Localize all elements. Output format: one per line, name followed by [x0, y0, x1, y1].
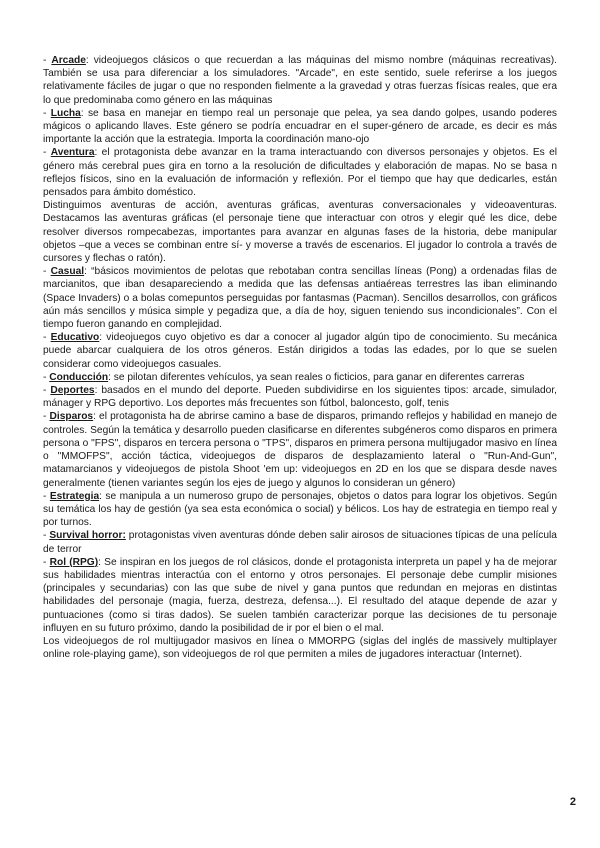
paragraph-mmorpg: Los videojuegos de rol multijugador masivos en línea o MMORPG (siglas del inglés de massively multiplayer online role-playing game), son videojuegos de rol que permiten a miles de jugadores interactuar (Internet).: [43, 635, 557, 661]
term-arcade: Arcade: [51, 55, 86, 66]
paragraph-aventura: - Aventura: el protagonista debe avanzar en la trama interactuando con diversos personajes y objetos. Es el género más cerebral pues gira en torno a la resolución de dificultades y elaboración de mapas. No se basa n reflejos físicos, sino en la evaluación de información y reflexión. Por el tiempo que hay que dedicarles, están pensados para ámbito doméstico.: [43, 147, 557, 199]
term-conduccion: Conducción: [49, 371, 109, 383]
term-deportes: Deportes: [50, 385, 95, 397]
page-number: 2: [569, 796, 576, 808]
term-casual: Casual: [50, 266, 85, 278]
document-body: [43, 54, 557, 661]
paragraph-conduccion: - Conducción: se pilotan diferentes vehículos, ya sean reales o ficticios, para ganar en diferentes carreras: [43, 371, 525, 383]
term-aventura: Aventura: [50, 147, 95, 159]
paragraph-lucha: - Lucha: se basa en manejar en tiempo real un personaje que pelea, ya sea dando golpes, usando poderes mágicos o aplicando llaves. Este género se podría encuadrar en el super-género de arcade, es decir es más importante la acción que la estrategia. Importa la coordinación mano-ojo: [43, 107, 557, 146]
paragraph-educativo: - Educativo: videojuegos cuyo objetivo es dar a conocer al jugador algún tipo de conocimiento. Su mecánica puede abarcar cualquiera de los otros géneros. Están dirigidos a todas las edades, por lo que se suelen considerar como videojuegos casuales.: [43, 332, 557, 370]
term-estrategia: Estrategia: [49, 490, 100, 502]
paragraph-casual: - Casual: “básicos movimientos de pelotas que rebotaban contra sencillas líneas (Pong) a ordenadas filas de marcianitos, que iban desapareciendo a medida que las defensas antiaéreas terrestres las iban eliminando (Space Invaders) o a bolas comepuntos perseguidas por fantasmas (Pacman). Sencillos desarrollos, con gráficos aún más sencillos y música simple y pegadiza que, a día de hoy, siguen teniendo sus incondicionales”. Con el tiempo fueron ganando en complejidad.: [43, 266, 557, 331]
term-rol: Rol (RPG): [49, 556, 99, 568]
paragraph-deportes: - Deportes: basados en el mundo del deporte. Pueden subdividirse en los siguientes tipos: arcade, simulador, mánager y RPG deportivo. Los deportes más frecuentes son fútbol, baloncesto, golf, tenis: [43, 385, 557, 410]
paragraph-arcade: - Arcade: videojuegos clásicos o que recuerdan a las máquinas del mismo nombre (máquinas recreativas). También se usa para diferenciar a los simuladores. "Arcade", en este sentido, suele referirse a los juegos relativamente fáciles de jugar o que no responden fielmente a la gravedad y otras fuerzas físicas reales, que era lo que predominaba como género en las máquinas: [43, 55, 557, 106]
term-lucha: Lucha: [50, 107, 81, 119]
paragraph-estrategia: - Estrategia: se manipula a un numeroso grupo de personajes, objetos o datos para lograr los objetivos. Según su temática los hay de gestión (ya sea esta económica o social) y bélicos. Los hay de estrategia en tiempo real y por turnos.: [43, 490, 557, 529]
term-disparos: Disparos: [49, 411, 94, 423]
term-educativo: Educativo: [50, 332, 100, 344]
term-survival-horror: Survival horror:: [49, 530, 126, 542]
paragraph-rol: - Rol (RPG): Se inspiran en los juegos de rol clásicos, donde el protagonista interpreta un papel y ha de mejorar sus habilidades mientras interactúa con el entorno y otros personajes. El personaje debe cumplir misiones (principales y secundarias) con las que sube de nivel y gana puntos que redundan en mejoras en distintas habilidades del personaje (magia, fuerza, destreza, defensa...). El resultado del ataque depende de azar y puntuaciones (como si tiras dados). Se suelen también caracterizar porque las decisiones de tu personaje influyen en su futuro próximo, dando la posibilidad de ir por el bien o el mal.: [43, 556, 558, 634]
paragraph-survival-horror: - Survival horror: protagonistas viven aventuras dónde deben salir airosos de situaciones típicas de una película de terror: [43, 530, 557, 555]
paragraph-disparos: - Disparos: el protagonista ha de abrirse camino a base de disparos, primando reflejos y habilidad en manejo de controles. Según la temática y desarrollo pueden clasificarse en diferentes subgéneros como disparos en primera persona o "FPS", disparos en tercera persona o "TPS", disparos en primera persona multijugador masivo en línea o "MMOFPS", acción táctica, videojuegos de disparos de desplazamiento lateral o "Run-And-Gun", matamarcianos y videojuegos de pistola Shoot 'em up: videojuegos en 2D en los que se dispara desde naves generalmente (tienen variantes según los ejes de juego y algunos lo consideran un género): [43, 411, 557, 489]
paragraph-aventuras-detalle: Distinguimos aventuras de acción, aventuras gráficas, aventuras conversacionales y videoaventuras. Destacamos las aventuras gráficas (el personaje tiene que interactuar con otros y elegir qué les dice, debe resolver diversos rompecabezas, importantes para avanzar en algunas fases de la historia, debe manipular objetos –que a veces se combinan entre sí- y moverse a través de escenarios. El jugador lo controla a través de cursores y flechas o ratón).: [43, 200, 557, 265]
